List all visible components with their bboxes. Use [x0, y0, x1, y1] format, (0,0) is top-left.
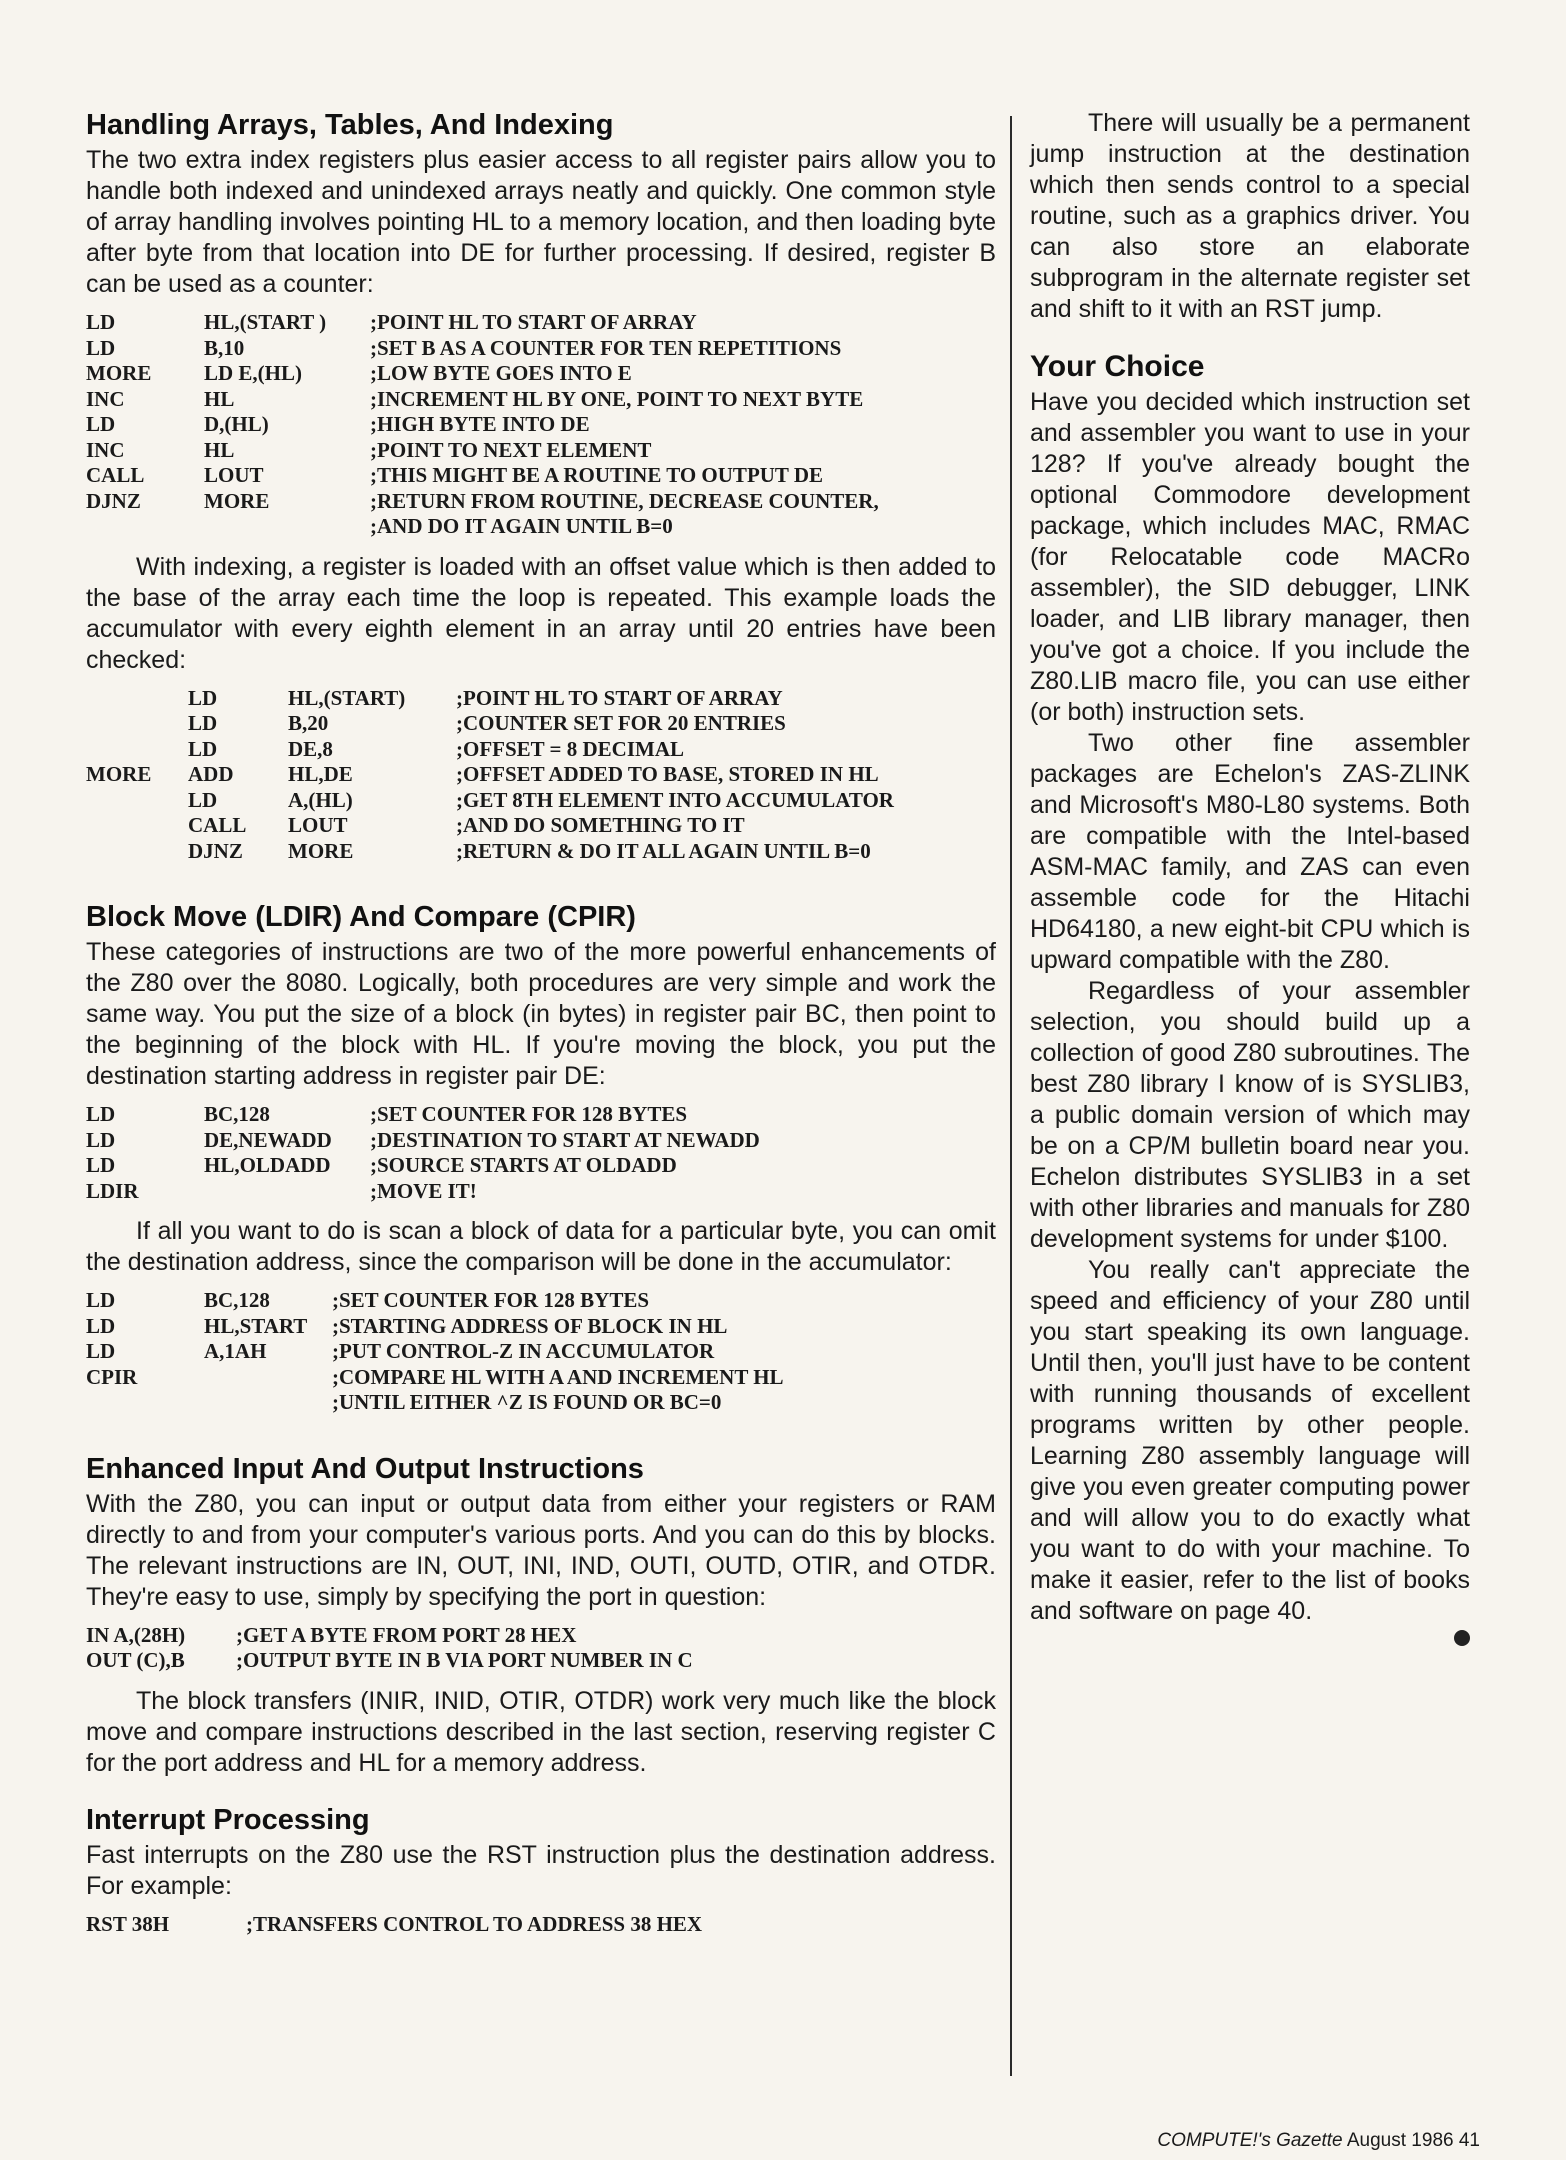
code-line [86, 514, 879, 540]
code-cell [86, 1390, 204, 1416]
code-cell: ;MOVE IT! [370, 1178, 477, 1203]
code-cell: MORE [86, 762, 152, 786]
code-cell: DE,NEWADD [204, 1127, 332, 1152]
code-cell: ;THIS MIGHT BE A ROUTINE TO OUTPUT DE [370, 463, 823, 487]
code-line [86, 839, 894, 865]
code-cell: HL [204, 437, 235, 462]
code-cell: MORE [204, 488, 270, 513]
code-cell [204, 1365, 332, 1391]
code-line [86, 310, 879, 336]
code-line [86, 463, 879, 489]
code-cell: ;STARTING ADDRESS OF BLOCK IN HL [332, 1313, 728, 1338]
code-listing-cpir [86, 1288, 784, 1416]
code-cell: ;SET COUNTER FOR 128 BYTES [370, 1102, 688, 1126]
code-line [86, 361, 879, 387]
code-cell: INC [86, 437, 125, 462]
code-cell: ;SOURCE STARTS AT OLDADD [370, 1153, 677, 1177]
code-cell: ;INCREMENT HL BY ONE, POINT TO NEXT BYTE [370, 386, 864, 411]
left-column [86, 108, 996, 1949]
code-cell: ;COUNTER SET FOR 20 ENTRIES [456, 711, 786, 735]
code-cell: ;LOW BYTE GOES INTO E [370, 361, 632, 385]
heading-arrays: Handling Arrays, Tables, And Indexing [86, 109, 614, 141]
code-cell: RST 38H [86, 1911, 170, 1936]
code-cell: B,10 [204, 335, 245, 360]
code-cell: D,(HL) [204, 412, 269, 436]
code-line [86, 1288, 784, 1314]
footer-date: August 1986 [1346, 2130, 1454, 2151]
code-line [86, 1339, 784, 1365]
code-line [86, 412, 879, 438]
code-cell: ;COMPARE HL WITH A AND INCREMENT HL [332, 1364, 784, 1389]
indexing-paragraph: With indexing, a register is loaded with an offset value which is then added to the base of the array each time the loop is repeated. This example loads the accumulator with every eighth element in an array until 20 entries have been checked: [86, 552, 996, 674]
code-line [86, 1390, 784, 1416]
code-cell: CPIR [86, 1364, 138, 1389]
end-mark [1030, 1629, 1470, 1647]
transfers-paragraph: The block transfers (INIR, INID, OTIR, OTDR) work very much like the block move and compare instructions described in the last section, reserving register C for the port address and HL for a memory address. [86, 1686, 996, 1777]
code-cell: LDIR [86, 1178, 139, 1203]
code-line [86, 788, 894, 814]
code-line [86, 336, 879, 362]
code-cell: HL,OLDADD [204, 1153, 331, 1177]
code-cell: ;RETURN & DO IT ALL AGAIN UNTIL B=0 [456, 838, 871, 863]
code-cell [86, 686, 188, 712]
code-cell: ;OFFSET = 8 DECIMAL [456, 736, 685, 761]
code-line [86, 1648, 693, 1674]
page-footer [1120, 2130, 1480, 2152]
code-line [86, 686, 894, 712]
code-cell [204, 1390, 332, 1416]
code-cell: ;HIGH BYTE INTO DE [370, 412, 590, 436]
code-cell: ;POINT HL TO START OF ARRAY [370, 310, 697, 334]
code-cell: ;RETURN FROM ROUTINE, DECREASE COUNTER, [370, 488, 879, 513]
right-paragraph-3: Two other fine assembler packages are Echelon's ZAS-ZLINK and Microsoft's M80-L80 systems. Both are compatible with the Intel-based ASM-MAC family, and ZAS can even assemble code for the Hitachi HD64180, a new eight-bit CPU which is upward compatible with the Z80. [1030, 729, 1470, 974]
code-listing-arrays [86, 310, 879, 540]
heading-io: Enhanced Input And Output Instructions [86, 1452, 644, 1485]
code-cell: LD [86, 412, 116, 436]
code-cell: ;GET 8TH ELEMENT INTO ACCUMULATOR [456, 787, 894, 812]
code-cell [86, 711, 188, 737]
code-cell: LD [188, 711, 218, 735]
code-cell: A,(HL) [288, 787, 353, 812]
code-cell: CALL [86, 463, 145, 487]
code-cell: ;POINT TO NEXT ELEMENT [370, 437, 652, 462]
code-cell: LD [86, 1102, 116, 1126]
code-cell: ADD [188, 762, 234, 786]
code-cell: ;OUTPUT BYTE IN B VIA PORT NUMBER IN C [236, 1648, 693, 1672]
code-line [86, 1314, 784, 1340]
code-cell: ;SET B AS A COUNTER FOR TEN REPETITIONS [370, 335, 842, 360]
code-cell: HL,(START ) [204, 310, 327, 334]
code-cell: LD [86, 1313, 116, 1338]
code-cell: ;AND DO IT AGAIN UNTIL B=0 [370, 514, 673, 538]
code-line [86, 438, 879, 464]
end-of-article-icon [1454, 1630, 1470, 1646]
right-paragraph-4: Regardless of your assembler selection, you should build up a collection of good Z80 subroutines. The best Z80 library I know of is SYSLIB3, a public domain version of which may be on a CP/M bulletin board near you. Echelon distributes SYSLIB3 in a set with other libraries and manuals for Z80 development systems for under $100. [1030, 977, 1470, 1253]
code-cell: HL,DE [288, 762, 353, 786]
code-cell: ;SET COUNTER FOR 128 BYTES [332, 1288, 650, 1312]
code-line [86, 737, 894, 763]
code-cell: HL,START [204, 1313, 308, 1338]
right-paragraph-1: There will usually be a permanent jump instruction at the destination which then sends control to a special routine, such as a graphics driver. You can also store an elaborate subprogram in the alternate register set and shift to it with an RST jump. [1030, 109, 1470, 323]
footer-publication: COMPUTE!'s Gazette [1157, 2130, 1343, 2151]
interrupt-intro: Fast interrupts on the Z80 use the RST instruction plus the destination address. For example: [86, 1840, 996, 1900]
code-line [86, 1365, 784, 1391]
code-cell: LD [86, 335, 116, 360]
code-cell: LD [86, 1288, 116, 1312]
code-line [86, 1153, 760, 1179]
code-cell [204, 514, 370, 540]
code-cell: LD E,(HL) [204, 361, 303, 385]
right-paragraph-2: Have you decided which instruction set and assembler you want to use in your 128? If you've already bought the optional Commodore development package, which includes MAC, RMAC (for Relocatable code MACRo assembler), the SID debugger, LINK loader, and LIB library manager, then you've got a choice. If you include the Z80.LIB macro file, you can use either (or both) instruction sets. [1030, 388, 1470, 726]
code-cell: ;AND DO SOMETHING TO IT [456, 813, 745, 837]
code-cell: A,1AH [204, 1339, 267, 1363]
block-move-intro: These categories of instructions are two of the more powerful enhancements of the Z80 over the 8080. Logically, both procedures are very simple and work the same way. You put the size of a block (in bytes) in register pair BC, then point to the beginning of the block with HL. If you're moving the block, you put the destination starting address in register pair DE: [86, 938, 996, 1090]
code-cell: CALL [188, 813, 247, 837]
code-cell: ;GET A BYTE FROM PORT 28 HEX [236, 1622, 577, 1647]
code-cell [86, 514, 204, 540]
right-paragraph-5: You really can't appreciate the speed and efficiency of your Z80 until you start speaking its own language. Until then, you'll just have to be content with running thousands of excellent programs written by other people. Learning Z80 assembly language will give you even greater computing power and will allow you to do exactly what you want to do with your machine. To make it easier, refer to the list of books and software on page 40. [1030, 1256, 1470, 1625]
code-line [86, 1179, 760, 1205]
footer-page-number: 41 [1458, 2130, 1480, 2151]
heading-interrupt: Interrupt Processing [86, 1803, 370, 1836]
io-intro: With the Z80, you can input or output data from either your registers or RAM directly to and from your computer's various ports. And you can do this by blocks. The relevant instructions are IN, OUT, INI, IND, OUTI, OUTD, OTIR, and OTDR. They're easy to use, simply by specifying the port in question: [86, 1489, 996, 1611]
code-cell [86, 737, 188, 763]
scan-paragraph: If all you want to do is scan a block of data for a particular byte, you can omit the destination address, since the comparison will be done in the accumulator: [86, 1217, 996, 1276]
heading-your-choice: Your Choice [1030, 350, 1205, 383]
code-line [86, 1102, 760, 1128]
code-cell: HL [204, 386, 235, 411]
code-line [86, 711, 894, 737]
code-cell [86, 788, 188, 814]
code-listing-io [86, 1623, 693, 1674]
code-line [86, 762, 894, 788]
code-cell: LOUT [288, 813, 348, 837]
heading-block-move: Block Move (LDIR) And Compare (CPIR) [86, 901, 636, 933]
arrays-intro: The two extra index registers plus easier access to all register pairs allow you to handle both indexed and unindexed arrays neatly and quickly. One common style of array handling involves pointing HL to a memory location, and then loading byte after byte from that location into DE for further processing. If desired, register B can be used as a counter: [86, 146, 996, 298]
code-listing-ldir [86, 1102, 760, 1204]
code-cell: HL,(START) [288, 685, 406, 710]
column-divider [1010, 116, 1012, 2076]
code-cell: ;POINT HL TO START OF ARRAY [456, 685, 783, 710]
code-cell: DJNZ [86, 488, 141, 513]
code-cell [86, 813, 188, 839]
code-cell: DJNZ [188, 838, 243, 863]
code-cell: LD [86, 310, 116, 334]
code-cell: MORE [86, 361, 152, 385]
code-line [86, 489, 879, 515]
code-cell: INC [86, 386, 125, 411]
code-cell: MORE [288, 838, 354, 863]
code-cell: BC,128 [204, 1288, 270, 1312]
code-listing-rst [86, 1912, 702, 1938]
code-cell: IN A,(28H) [86, 1622, 186, 1647]
code-line [86, 813, 894, 839]
right-column [1030, 108, 1470, 1647]
code-cell [86, 839, 188, 865]
code-cell: ;UNTIL EITHER ^Z IS FOUND OR BC=0 [332, 1390, 722, 1414]
code-cell: LD [86, 1127, 116, 1152]
code-cell: LD [188, 685, 218, 710]
code-listing-indexing [86, 686, 894, 865]
code-cell: DE,8 [288, 736, 333, 761]
code-cell: ;OFFSET ADDED TO BASE, STORED IN HL [456, 762, 879, 786]
code-cell [204, 1179, 370, 1205]
code-cell: LD [86, 1339, 116, 1363]
code-cell: ;PUT CONTROL-Z IN ACCUMULATOR [332, 1339, 715, 1363]
code-line [86, 387, 879, 413]
code-cell: ;DESTINATION TO START AT NEWADD [370, 1127, 760, 1152]
code-cell: LOUT [204, 463, 264, 487]
code-cell: LD [86, 1153, 116, 1177]
code-cell: LD [188, 736, 218, 761]
code-line [86, 1128, 760, 1154]
code-cell: OUT (C),B [86, 1648, 185, 1672]
code-cell: BC,128 [204, 1102, 270, 1126]
code-line [86, 1912, 702, 1938]
code-line [86, 1623, 693, 1649]
code-cell: B,20 [288, 711, 329, 735]
code-cell: ;TRANSFERS CONTROL TO ADDRESS 38 HEX [246, 1911, 703, 1936]
code-cell: LD [188, 787, 218, 812]
